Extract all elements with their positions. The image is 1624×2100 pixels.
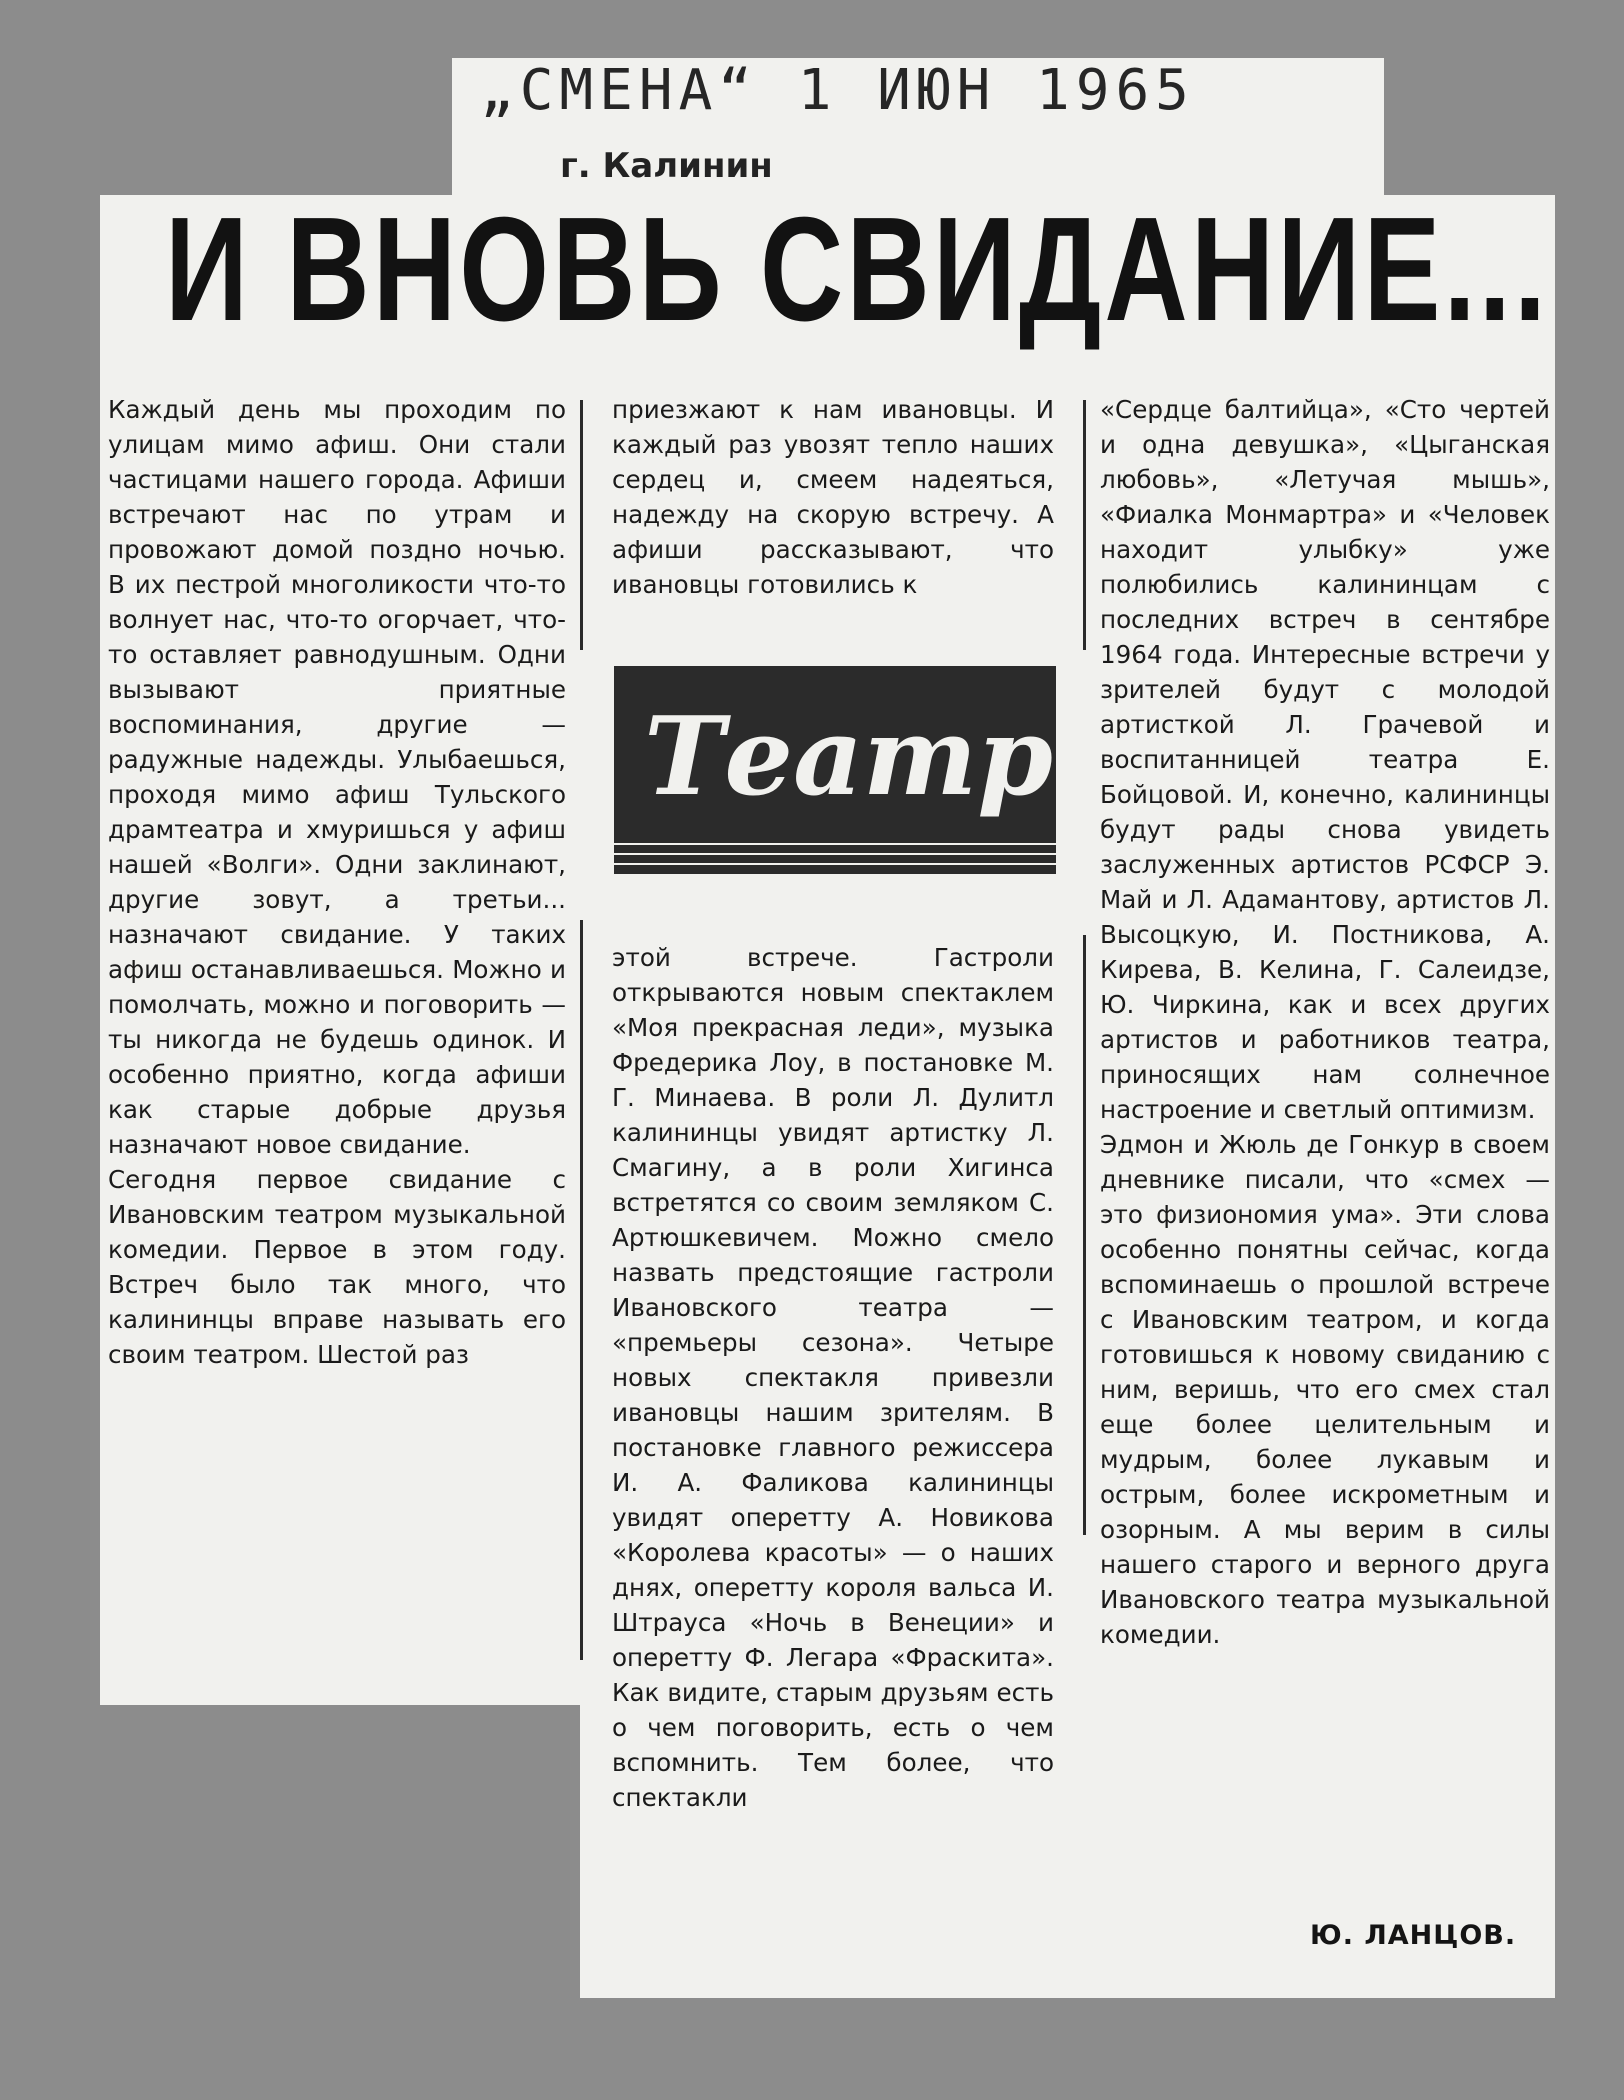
theatre-rubric-logo <box>614 666 1056 874</box>
rubric-label: Театр <box>644 694 1053 820</box>
article-column-1: Каждый день мы проходим по улицам мимо афиш. Они стали частицами нашего города. Афиши встречают нас по утрам и провожают домой поздно ночью. В их пестрой многоликости что-то волнует нас, что-то огорчает, что-то оставляет равнодушным. Одни вызывают приятные воспоминания, другие — радужные надежды. Улыбаешься, проходя мимо афиш Тульского драмтеатра и хмуришься у афиш нашей «Волги». Одни заклинают, другие зовут, а третьи... назначают свидание. У таких афиш останавливаешься. Можно и помолчать, можно и поговорить — ты никогда не будешь одинок. И особенно приятно, когда афиши как старые добрые друзья назначают новое свидание. Сегодня первое свидание с Ивановским театром музыкальной комедии. Первое в этом году. Встреч было так много, что калининцы вправе называть его своим театром. Шестой раз <box>108 395 566 1369</box>
article-column-3: «Сердце балтийца», «Сто чертей и одна девушка», «Цыганская любовь», «Летучая мышь», «Фиалка Монмартра» и «Человек находит улыбку» уже полюбились калининцам с последних встреч в сентябре 1964 года. Интересные встречи у зрителей будут с молодой артисткой Л. Грачевой и воспитанницей театра Е. Бойцовой. И, конечно, калининцы будут рады снова увидеть заслуженных артистов РСФСР Э. Май и Л. Адамантову, артистов Л. Высоцкую, И. Постникова, А. Кирева, В. Келина, Г. Салеидзе, Ю. Чиркина, как и всех других артистов и работников театра, приносящих нам солнечное настроение и светлый оптимизм. Эдмон и Жюль де Гонкур в своем дневнике писали, что «смех — это физиономия ума». Эти слова особенно понятны сейчас, когда вспоминаешь о прошлой встрече с Ивановским театром, и когда готовишься к новому свиданию с ним, веришь, что его смех стал еще более целительным и мудрым, более лукавым и острым, более искрометным и озорным. А мы верим в силы нашего старого и верного друга Ивановского театра музыкальной комедии. <box>1100 395 1550 1649</box>
column-rule-right-bottom <box>1083 935 1086 1535</box>
column-rule-right-top <box>1083 400 1086 650</box>
article-column-2-bottom: этой встрече. Гастроли открываются новым спектаклем «Моя прекрасная леди», музыка Фредерика Лоу, в постановке М. Г. Минаева. В роли Л. Дулитл калининцы увидят артистку Л. Смагину, а в роли Хигинса встретятся со своим земляком С. Артюшкевичем. Можно смело назвать предстоящие гастроли Ивановского театра — «премьеры сезона». Четыре новых спектакля привезли ивановцы нашим зрителям. В постановке главного режиссера И. А. Фаликова калининцы увидят оперетту А. Новикова «Королева красоты» — о наших днях, оперетту короля вальса И. Штрауса «Ночь в Венеции» и оперетту Ф. Легара «Фраскита». Как видите, старым друзьям есть о чем поговорить, есть о чем вспомнить. Тем более, что спектакли <box>612 943 1054 1812</box>
city-label: г. Калинин <box>560 146 773 186</box>
article-headline: И ВНОВЬ СВИДАНИЕ... <box>165 187 1550 352</box>
article-column-2-top: приезжают к нам ивановцы. И каждый раз увозят тепло наших сердец и, смеем надеяться, надежду на скорую встречу. А афиши рассказывают, что ивановцы готовились к <box>612 395 1054 599</box>
newspaper-stamp: „СМЕНА“ 1 ИЮН 1965 <box>480 58 1195 123</box>
author-signature: Ю. ЛАНЦОВ. <box>1310 1920 1517 1951</box>
column-rule-left-top <box>580 400 583 650</box>
column-rule-left-bottom <box>580 920 583 1660</box>
clipping-lower-left <box>100 1660 580 1705</box>
